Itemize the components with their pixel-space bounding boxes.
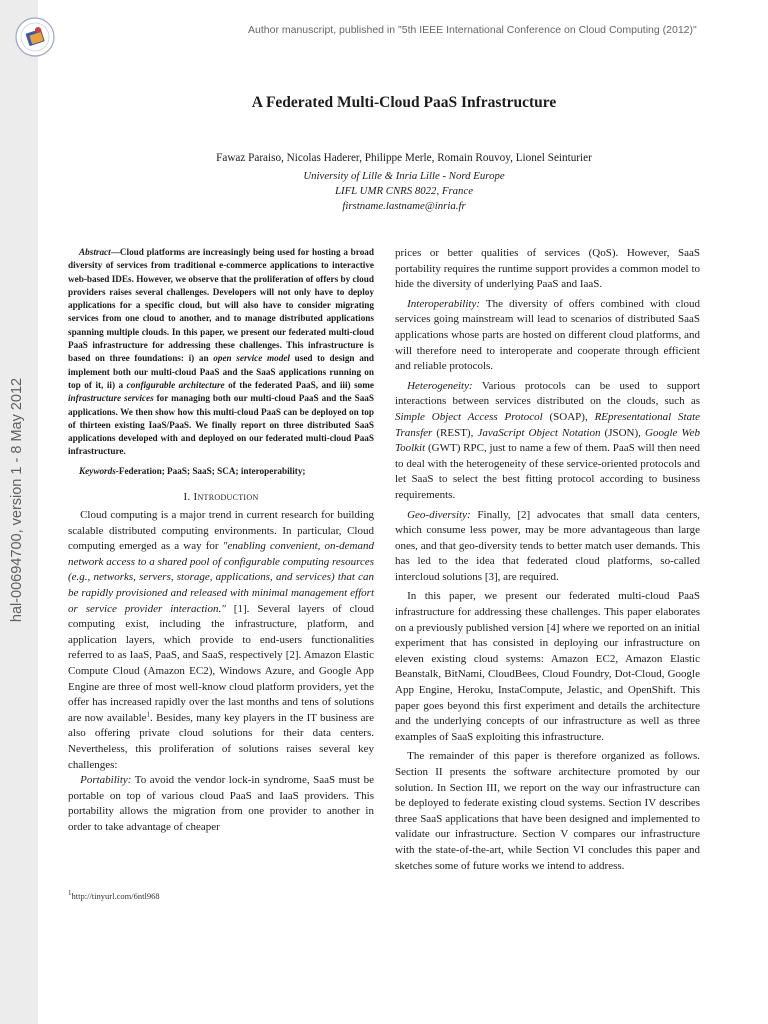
abstract: Abstract—Cloud platforms are increasingly being used for hosting a broad diversity of services from traditional e-commerce applications to interactive web-based IDEs. However, we observe that the proliferation of offers by cloud providers raises several challenges. Developers will not only have to deploy applications for a specific cloud, but will also have to consider migrating services from one cloud to another, and to manage distributed applications spanning multiple clouds. In this paper, we present our federated multi-cloud PaaS infrastructure for addressing these challenges. This infrastructure is based on three foundations: i) an open service model used to design and implement both our multi-cloud PaaS and the SaaS applications running on top of it, ii) a configurable architecture of the federated PaaS, and iii) some infrastructure services for managing both our multi-cloud PaaS and the SaaS applications. We then show how this multi-cloud PaaS can be deployed on top of thirteen existing IaaS/PaaS. We finally report on three distributed SaaS applications developed with and deployed on our federated multi-cloud PaaS infrastructure. (68, 247, 375, 457)
footnote-marker: 1 (146, 710, 151, 719)
intro-paragraph: Cloud computing is a major trend in current research for building scalable distributed computing environments. In particular, Cloud computing emerged as a way for "enabling convenient, on-demand network access to a shared pool of configurable computing resources (e.g., networks, servers, storage, applications, and services) that can be rapidly provisioned and released with minimal management effort or service provider interaction." [1]. Several layers of cloud computing exist, including the infrastructure, platform, and application layers, which provide to end-users functionalities referred to as IaaS, PaaS, and SaaS, respectively [2]. Amazon Elastic Compute Cloud (Amazon EC2), Windows Azure, and Google App Engine are three of most well-know cloud platform providers, yet the offer has increased rapidly over the last months and tens of solutions are now available$^1$. Besides, many key players in the IT business are also offering private cloud solutions for their data centers. Nevertheless, this proliferation of solutions raises several key challenges: (68, 509, 374, 771)
footnote: $^1$http://tinyurl.com/6ntl968 (68, 889, 160, 901)
right-column (395, 246, 700, 874)
hal-side-label: hal-00694700, version 1 - 8 May 2012 (9, 377, 25, 623)
portability-continuation: prices or better qualities of services (QoS). However, SaaS portability requires the runtime support provides a common model to hide the diversity of underlying PaaS and IaaS. (395, 247, 700, 291)
affiliation-university: University of Lille & Inria Lille - Nord Europe (303, 170, 505, 182)
geodiversity-paragraph: Geo-diversity: Finally, [2] advocates that small data centers, which consume less power, may be more advantageous than large ones, and that geo-diversity tends to better match user demands. This has led to the idea that federated cloud platforms, so-called intercloud solutions [3], are required. (395, 508, 700, 583)
heterogeneity-paragraph: Heterogeneity: Various protocols can be used to support interactions between services distributed on the clouds, such as Simple Object Access Protocol (SOAP), REpresentational State Transfer (REST), JavaScript Object Notation (JSON), Google Web Toolkit (GWT) RPC, just to name a few of them. PaaS will then need to deal with the heterogeneity of these service-oriented protocols and let SaaS to select the best fitting protocol according to business requirements. (395, 379, 701, 501)
left-column (68, 246, 374, 836)
hal-archive-logo (14, 16, 56, 58)
affiliation-lab: LIFL UMR CNRS 8022, France (334, 185, 474, 197)
publication-banner: Author manuscript, published in "5th IEEE International Conference on Cloud Computing (2012)" (248, 24, 697, 36)
paper-overview-paragraph: In this paper, we present our federated multi-cloud PaaS infrastructure for addressing these challenges. This paper elaborates on a previously published version [4] where we reported on an initial experiment that has consisted in deploying our infrastructure on eleven existing cloud systems: Amazon EC2, Amazon Elastic Beanstalk, BitNami, CloudBees, Cloud Foundry, Dot-Cloud, Google App Engine, Heroku, InstaCompute, Jelastic, and OpenShift. This paper goes beyond this first experiment and details the architecture and the underlying concepts of our infrastructure as well as three examples of SaaS exploiting this infrastructure. (395, 590, 700, 743)
paper-title: A Federated Multi-Cloud PaaS Infrastructure (251, 94, 557, 111)
author-email: firstname.lastname@inria.fr (342, 200, 466, 212)
interoperability-paragraph: Interoperability: The diversity of offers combined with cloud services going mainstream will lead to scenarios of distributed SaaS applications whose parts are hosted on different cloud platforms, and will therefore need to interoperate and cooperate through efficient and reliable protocols. (395, 297, 700, 373)
section-heading-introduction: I. Introduction (183, 491, 259, 504)
keywords: Keywords-Federation; PaaS; SaaS; SCA; interoperability; (79, 465, 306, 476)
author-list: Fawaz Paraiso, Nicolas Haderer, Philippe Merle, Romain Rouvoy, Lionel Seinturier (216, 152, 592, 164)
portability-paragraph: Portability: To avoid the vendor lock-in syndrome, SaaS must be portable on top of various cloud PaaS and IaaS providers. This portability allows the migration from one provider to another in order to take advantage of cheaper (68, 774, 374, 833)
remainder-paragraph: The remainder of this paper is therefore organized as follows. Section II presents the software architecture promoted by our solution. In Section III, we report on the way our infrastructure can be deployed to federate existing cloud systems. Section IV describes three SaaS applications that have been designed and implemented to validate our infrastructure. Section V compares our infrastructure with the state-of-the-art, while Section VI concludes this paper and sketches some of future works we intend to address. (395, 750, 700, 872)
